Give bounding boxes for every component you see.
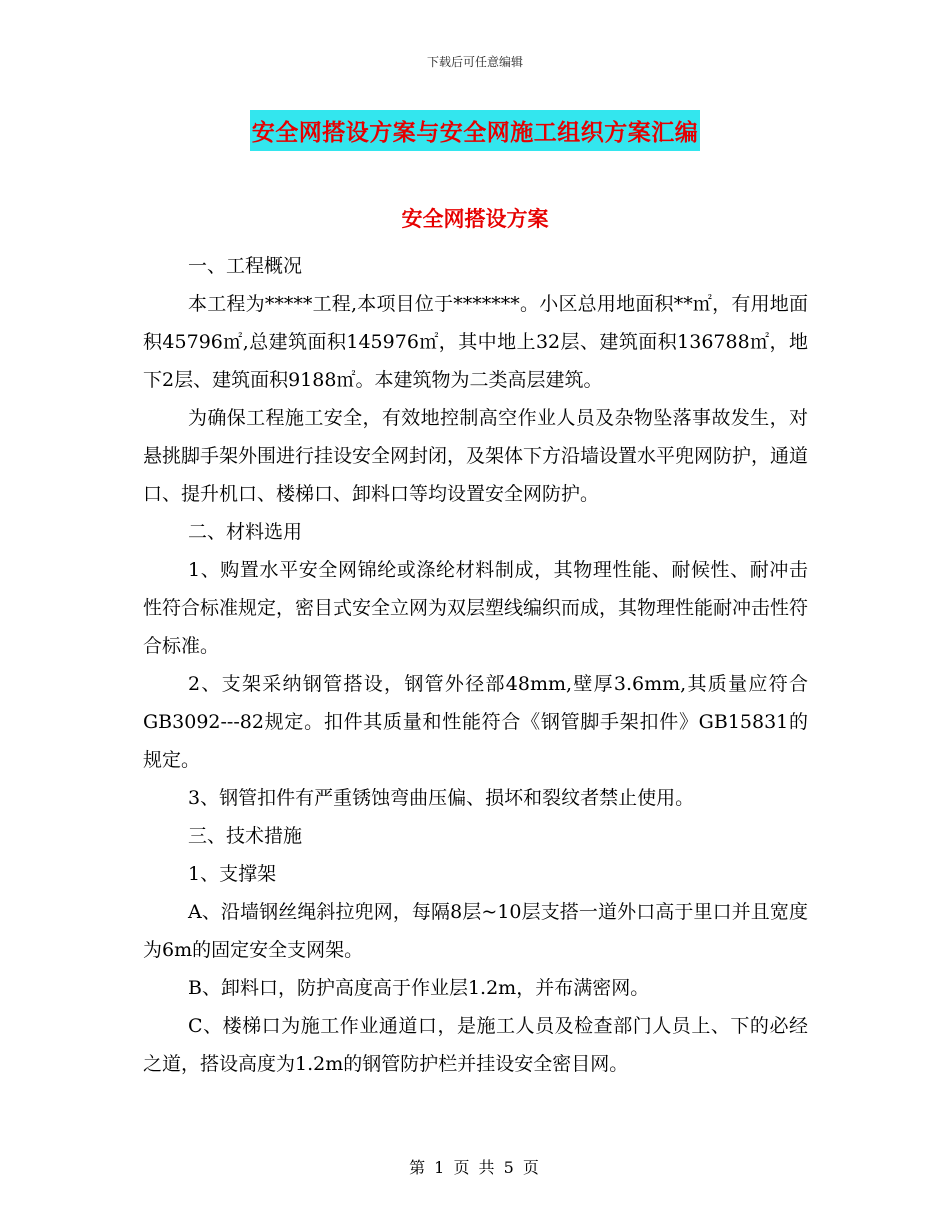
paragraph-material-3: 3、钢管扣件有严重锈蚀弯曲压偏、损坏和裂纹者禁止使用。: [188, 787, 695, 809]
heading-project-overview: 一、工程概况: [188, 255, 303, 277]
section-title: 安全网搭设方案: [401, 207, 549, 231]
header-note: 下载后可任意编辑: [426, 55, 523, 69]
heading-material-selection: 二、材料选用: [188, 521, 303, 543]
document-title: [0, 110, 950, 151]
subheading-support-frame: 1、支撑架: [188, 863, 277, 885]
paragraph-material-2: 2、支架采纳钢管搭设，钢管外径部48mm,壁厚3.6mm,其质量应符合GB3092---82规定。扣件其质量和性能符合《钢管脚手架扣件》GB15831的规定。: [143, 673, 808, 771]
document-body: [143, 247, 808, 1083]
page-number-footer: 第 1 页 共 5 页: [409, 1158, 541, 1177]
paragraph-material-1: 1、购置水平安全网锦纶或涤纶材料制成，其物理性能、耐候性、耐冲击性符合标准规定，密目式安全立网为双层塑线编织而成，其物理性能耐冲击性符合标准。: [143, 559, 809, 657]
paragraph-safety-purpose: 为确保工程施工安全，有效地控制高空作业人员及杂物坠落事故发生，对悬挑脚手架外围进行挂设安全网封闭，及架体下方沿墙设置水平兜网防护，通道口、提升机口、楼梯口、卸料口等均设置安全网防护。: [143, 407, 809, 505]
paragraph-measure-a: A、沿墙钢丝绳斜拉兜网，每隔8层~10层支搭一道外口高于里口并且宽度为6m的固定安全支网架。: [143, 901, 808, 961]
document-title-text: 安全网搭设方案与安全网施工组织方案汇编: [250, 110, 701, 151]
heading-technical-measures: 三、技术措施: [188, 825, 303, 847]
paragraph-measure-c: C、楼梯口为施工作业通道口，是施工人员及检查部门人员上、下的必经之道，搭设高度为1.2m的钢管防护栏并挂设安全密目网。: [143, 1015, 808, 1075]
paragraph-measure-b: B、卸料口，防护高度高于作业层1.2m，并布满密网。: [188, 977, 650, 999]
paragraph-project-description: 本工程为*****工程,本项目位于*******。小区总用地面积**㎡，有用地面积45796㎡,总建筑面积145976㎡，其中地上32层、建筑面积136788㎡，地下2层、建筑面积9188㎡。本建筑物为二类高层建筑。: [143, 293, 808, 391]
